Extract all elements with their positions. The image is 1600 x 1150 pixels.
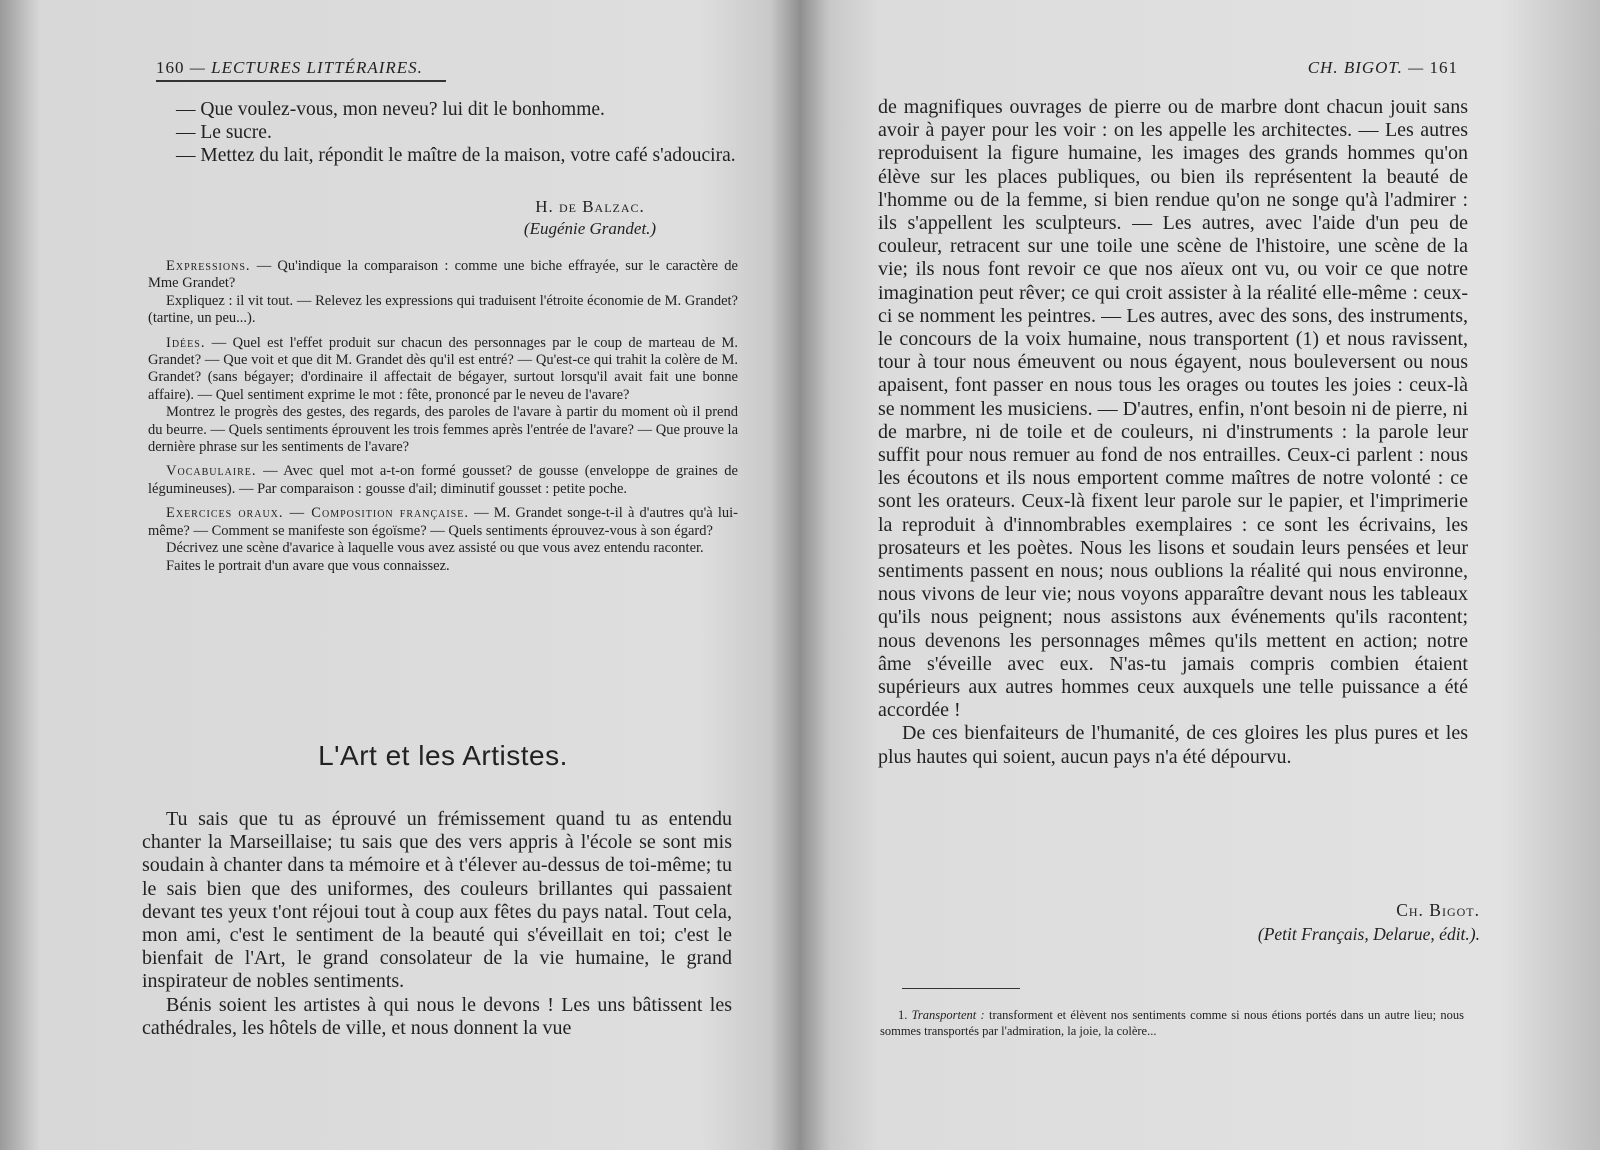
footnote-rule — [902, 988, 1020, 989]
header-separator: — — [189, 58, 206, 77]
dialog-block — [156, 98, 740, 167]
section-title: L'Art et les Artistes. — [318, 740, 568, 771]
vocabulaire-text: — Avec quel mot a-t-on formé gousset? de gousse (enveloppe de graines de légumineuses). — Par comparaison : gousse d'ail; diminutif gousset : petite poche. — [148, 463, 738, 497]
author-name: H. de Balzac. — [535, 197, 645, 216]
exercices-text: — M. Grandet songe-t-il à d'autres qu'à lui-même? — Comment se manifeste son égoïsme? — Quels sentiments éprouvez-vous à son égard? — [148, 505, 738, 539]
idees-paragraph — [148, 335, 738, 405]
signature-balzac — [490, 196, 690, 240]
page-number: 161 — [1429, 58, 1458, 77]
decrivez-paragraph: Décrivez une scène d'avarice à laquelle vous avez assisté ou que vous avez entendu raconter. — [166, 540, 704, 557]
signature-bigot — [1160, 898, 1480, 946]
exercises-block — [148, 258, 738, 575]
faites-paragraph: Faites le portrait d'un avare que vous connaissez. — [166, 557, 450, 574]
idees-text: — Quel est l'effet produit sur chacun des personnages par le coup de marteau de M. Grandet? — Que voit et que dit M. Grandet dès qu'il est entré? — Qu'est-ce qui trahit la colère de M. Grandet? (sans bégayer; d'ordinaire il affectait de bégayer, surtout lorsqu'il avait fait une bonne affaire). — Quel sentiment exprime le mot : fête, prononcé par le neveu de l'avare? — [148, 334, 738, 403]
author-name: Ch. Bigot. — [1396, 900, 1480, 920]
body-paragraph: de magnifiques ouvrages de pierre ou de marbre dont chacun jouit sans avoir à payer pour les voir : on les appelle les architectes. — Les autres reproduisent la figure humaine, les images des grands hommes qu'on élève sur les places publiques, ou bien ils représentent la beauté de l'homme ou de la femme, si bien rendue qu'on ne songe qu'à l'admirer : ils s'appellent les sculpteurs. — Les autres, avec l'aide d'un peu de couleur, retracent sur une toile une scène de l'histoire, une scène de la vie; ils nous font revoir ce que nos aïeux ont vu, ou voir ce que notre imagination peut rêver; ce qui croit assister à la réalité elle-même : ceux-ci se nomment les peintres. — Les autres, avec des sons, des instruments, le concours de la voix humaine, nous transportent (1) et nous ravissent, tour à tour nous émeuvent ou nous égayent, nous bouleversent ou nous apaisent, font passer en nous tous les orages ou toutes les joies : ceux-là se nomment les musiciens. — D'autres, enfin, n'ont besoin ni de pierre, ni de marbre, ni de toile et de couleurs, ni d'instruments : la parole leur suffit pour nous remuer au fond de nos entrailles. Ceux-ci parlent : nous les écoutons et ils nous emportent comme maîtres de notre volonté : ce sont les orateurs. Ceux-là fixent leur parole sur le papier, et l'imprimerie la reproduit à d'innombrables exemplaires : ce sont les écrivains, les prosateurs et les poètes. Nous les lisons et soudain leurs pensées et leur sentiments passent en nous; nous oublions la réalité qui nous environne, nous vivons de leur vie; nous voyons apparaître devant nous les tableaux qu'ils nous peignent; nous assistons aux événements qu'ils racontent; nous devenons les personnages mêmes qu'ils mettent en action; notre âme s'éveille avec eux. N'as-tu jamais compris combien étaient supérieurs aux autres hommes ceux auxquels une telle puissance a été accordée ! — [878, 96, 1468, 722]
source-title: (Petit Français, Delarue, édit.). — [1257, 924, 1480, 944]
main-text — [878, 96, 1468, 769]
footnote-term: Transportent : — [911, 1008, 985, 1022]
art-paragraph: Tu sais que tu as éprouvé un frémissement quand tu as entendu chanter la Marseillaise; tu sais que des vers appris à l'école se sont mis soudain à chanter dans ta mémoire et à t'élever au-dessus de toi-même; tu le sais bien que des uniformes, des couleurs brillantes qui passaient devant tes yeux t'ont réjoui tout à coup aux fêtes du pays natal. Tout cela, mon ami, c'est le sentiment de la beauté qui s'éveillait en toi; c'est le bienfait de l'Art, le grand consolateur de la vie humaine, le grand inspirateur de nobles sentiments. — [142, 808, 732, 993]
expressions-label: Expressions. — [166, 258, 251, 274]
source-title: (Eugénie Grandet.) — [523, 219, 657, 238]
dialog-line: — Mettez du lait, répondit le maître de la maison, votre café s'adoucira. — [176, 145, 736, 166]
expliquez-paragraph: Expliquez : il vit tout. — Relevez les expressions qui traduisent l'étroite économie de M. Grandet? (tartine, un peu...). — [148, 292, 738, 327]
running-head-left — [156, 58, 446, 82]
footnote-text: transforment et élèvent nos sentiments comme si nous étions portés dans un autre lieu; nous sommes transportés par l'admiration, la joie, la colère... — [880, 1008, 1465, 1038]
exercices-label: Exercices oraux. — Composition française. — [166, 505, 469, 522]
art-paragraph: Bénis soient les artistes à qui nous le devons ! Les uns bâtissent les cathédrales, les hôtels de ville, et nous donnent la vue — [142, 993, 732, 1039]
dialog-line: — Que voulez-vous, mon neveu? lui dit le bonhomme. — [176, 99, 605, 120]
header-title: CH. BIGOT. — [1307, 58, 1403, 77]
vocabulaire-paragraph — [148, 463, 738, 498]
exercices-paragraph — [148, 505, 738, 540]
dialog-line: — Le sucre. — [176, 122, 272, 143]
running-head-right — [1308, 58, 1458, 78]
header-separator: — — [1408, 58, 1425, 77]
footnote — [880, 1008, 1464, 1039]
footnote-marker: 1. — [898, 1008, 908, 1022]
body-paragraph: De ces bienfaiteurs de l'humanité, de ces gloires les plus pures et les plus hautes qui soient, aucun pays n'a été dépourvu. — [878, 722, 1468, 768]
art-body — [142, 808, 732, 1040]
page-number: 160 — [156, 58, 185, 77]
vocabulaire-label: Vocabulaire. — [166, 463, 257, 480]
montrez-paragraph: Montrez le progrès des gestes, des regards, des paroles de l'avare à partir du moment où il prend du beurre. — Quels sentiments éprouvent les trois femmes après l'entrée de l'avare? — Que prouve la dernière phrase sur les sentiments de l'avare? — [148, 404, 738, 456]
expressions-paragraph — [148, 258, 738, 293]
header-title: LECTURES LITTÉRAIRES. — [211, 58, 423, 77]
idees-label: Idées. — [166, 334, 206, 351]
right-page — [800, 0, 1600, 1150]
expressions-text: — Qu'indique la comparaison : comme une biche effrayée, sur le caractère de Mme Grandet? — [148, 258, 738, 292]
